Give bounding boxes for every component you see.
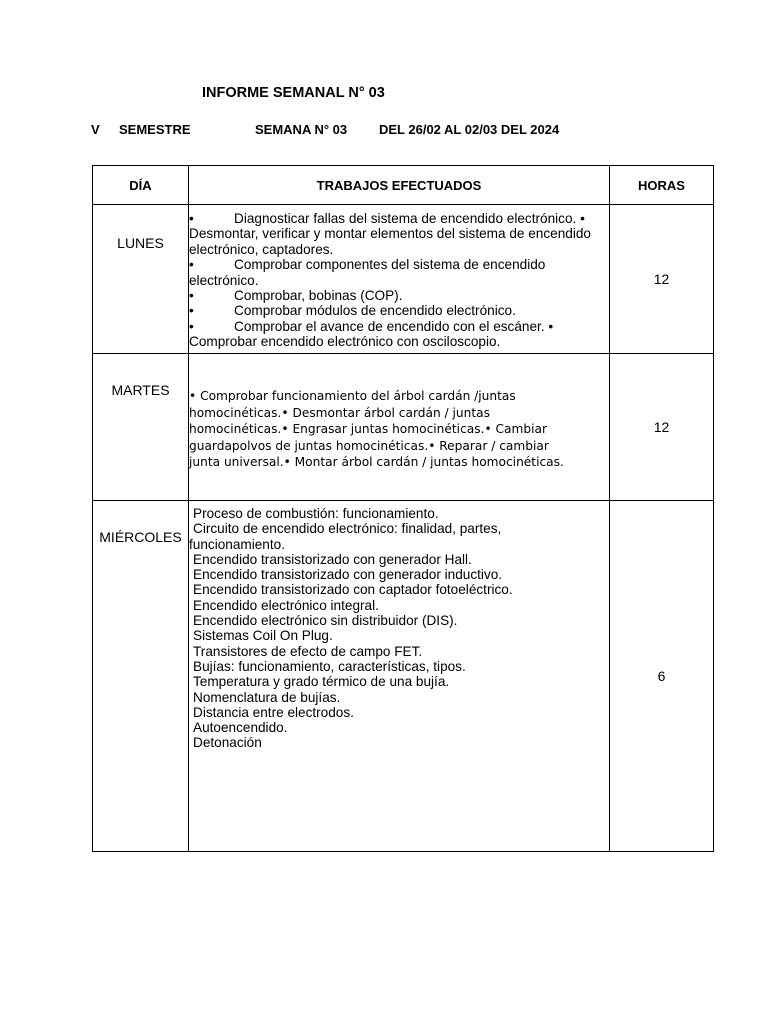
hours-cell: 6 <box>610 501 714 852</box>
work-line: Nomenclatura de bujías. <box>193 689 341 705</box>
cycle-label: V <box>91 122 100 137</box>
day-label: MARTES <box>111 382 170 398</box>
hours-cell: 12 <box>610 205 714 354</box>
work-line: Circuito de encendido electrónico: finalidad, partes, <box>193 521 502 537</box>
work-line: Encendido electrónico integral. <box>193 597 379 613</box>
work-line: Comprobar encendido electrónico con osciloscopio. <box>189 334 501 350</box>
work-line: Encendido transistorizado con generador inductivo. <box>193 567 503 583</box>
work-line: electrónico. <box>189 272 259 288</box>
work-line: Sistemas Coil On Plug. <box>193 628 333 644</box>
work-line: Proceso de combustión: funcionamiento. <box>193 506 439 521</box>
work-line: Autoencendido. <box>193 720 288 736</box>
day-cell <box>93 501 189 852</box>
work-line: Distancia entre electrodos. <box>193 704 354 720</box>
table-row <box>93 354 714 501</box>
work-line: Encendido electrónico sin distribuidor (DIS). <box>193 613 458 629</box>
work-cell <box>189 354 610 501</box>
week-label: SEMANA N° 03 <box>255 122 348 137</box>
header-day: DÍA <box>93 166 189 205</box>
table-header-row <box>93 166 714 205</box>
semester-label: SEMESTRE <box>119 122 191 137</box>
work-line: Encendido transistorizado con generador Hall. <box>193 551 472 567</box>
table-row <box>93 501 714 852</box>
day-cell <box>93 205 189 354</box>
work-line: Bujías: funcionamiento, características, tipos. <box>193 658 466 674</box>
work-text: • Comprobar funcionamiento del árbol cardán /juntas homocinéticas.• Desmontar árbol cardán / juntas homocinéticas.• Engrasar juntas homocinéticas.• Cambiar guardapolvos de juntas homocinéticas.• Reparar / cambiar junta universal.• Montar árbol cardán / juntas homocinéticas. <box>189 389 564 469</box>
header-hours: HORAS <box>610 166 714 205</box>
work-cell <box>189 205 610 354</box>
day-cell <box>93 354 189 501</box>
report-title: INFORME SEMANAL N° 03 <box>202 85 385 101</box>
hours-cell: 12 <box>610 354 714 501</box>
date-range: DEL 26/02 AL 02/03 DEL 2024 <box>379 122 560 137</box>
work-line: electrónico, captadores. <box>189 241 334 257</box>
work-line: funcionamiento. <box>189 536 285 552</box>
work-line: • Comprobar componentes del sistema de encendido <box>189 257 546 273</box>
work-line: Detonación <box>193 735 262 751</box>
work-line: • Comprobar el avance de encendido con el escáner. • <box>189 318 554 334</box>
work-cell <box>189 501 610 852</box>
work-line: • Comprobar módulos de encendido electrónico. <box>189 303 516 319</box>
work-line: Encendido transistorizado con captador fotoeléctrico. <box>193 582 513 598</box>
work-line: Transistores de efecto de campo FET. <box>193 643 423 659</box>
weekly-report-table <box>92 165 714 852</box>
header-work: TRABAJOS EFECTUADOS <box>189 166 610 205</box>
day-label: LUNES <box>117 235 164 251</box>
work-line: • Comprobar, bobinas (COP). <box>189 288 403 304</box>
work-line: • Diagnosticar fallas del sistema de encendido electrónico. • <box>189 211 585 226</box>
work-line: Temperatura y grado térmico de una bujía. <box>193 674 450 690</box>
day-label: MIÉRCOLES <box>99 529 182 545</box>
table-row <box>93 205 714 354</box>
work-line: Desmontar, verificar y montar elementos del sistema de encendido <box>189 226 591 242</box>
